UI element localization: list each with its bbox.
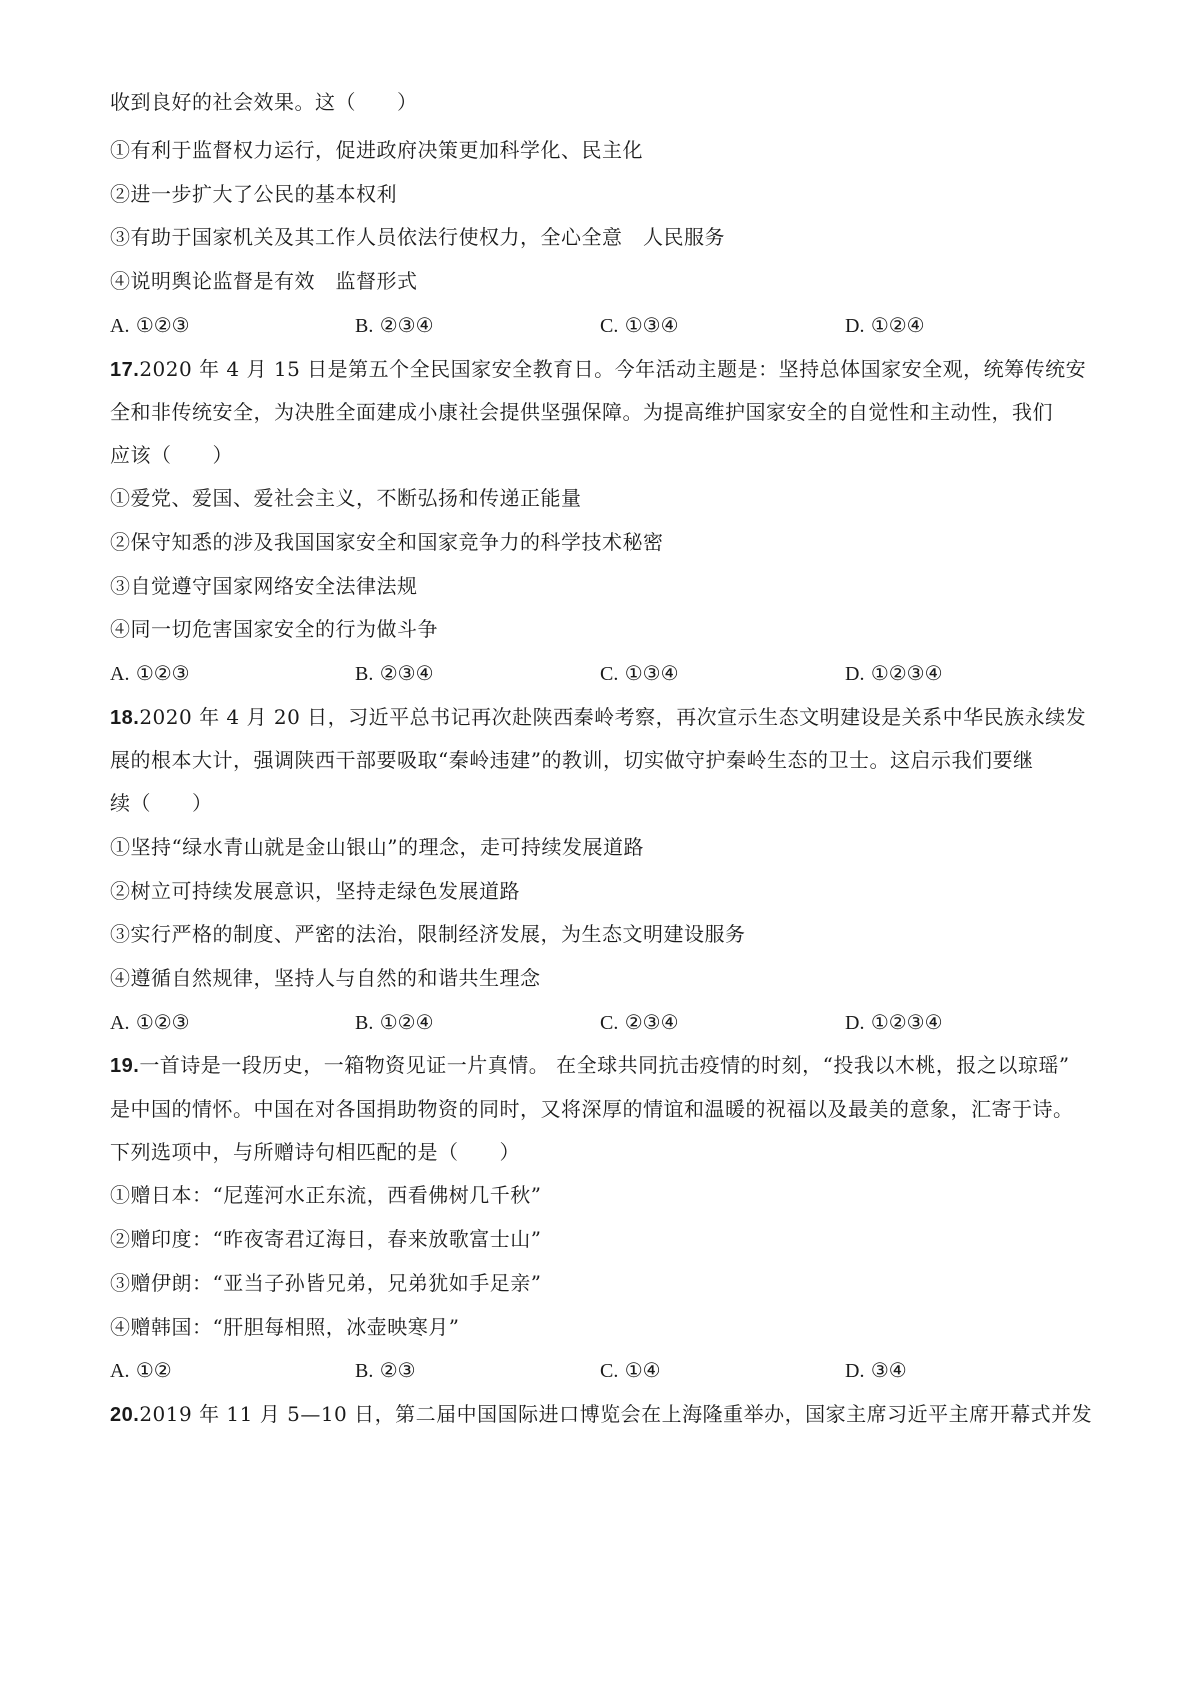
q18-option-4: ④遵循自然规律，坚持人与自然的和谐共生理念 xyxy=(110,966,541,990)
q17-choices xyxy=(110,659,1100,687)
q16-option-4: ④说明舆论监督是有效 监督形式 xyxy=(110,269,418,293)
q17-choice-d: D. ①②③④ xyxy=(845,661,943,685)
q18-choice-b: B. ①②④ xyxy=(355,1010,434,1034)
q18-stem-line-3: 续（ ） xyxy=(110,791,213,815)
q18-choice-c: C. ②③④ xyxy=(600,1010,679,1034)
q17-choice-a: A. ①②③ xyxy=(110,661,190,685)
q18-option-2: ②树立可持续发展意识，坚持走绿色发展道路 xyxy=(110,879,520,903)
q16-option-1: ①有利于监督权力运行，促进政府决策更加科学化、民主化 xyxy=(110,138,643,162)
q16-choice-c: C. ①③④ xyxy=(600,313,679,337)
q20-stem-line-1: 20.2019 年 11 月 5—10 日，第二届中国国际进口博览会在上海隆重举办，国家主席习近平主席开幕式并发 xyxy=(110,1402,1093,1426)
q19-stem-line-2: 是中国的情怀。中国在对各国捐助物资的同时，又将深厚的情谊和温暖的祝福以及最美的意象，汇寄于诗。 xyxy=(110,1097,1074,1121)
q17-option-1: ①爱党、爱国、爱社会主义，不断弘扬和传递正能量 xyxy=(110,486,582,510)
q19-stem-line-1: 19.一首诗是一段历史，一箱物资见证一片真情。 在全球共同抗击疫情的时刻，“投我以木桃，报之以琼瑶” xyxy=(110,1053,1070,1077)
q19-choice-d: D. ③④ xyxy=(845,1358,907,1382)
q16-stem: 收到良好的社会效果。这（ ） xyxy=(110,90,418,114)
q16-choice-d: D. ①②④ xyxy=(845,313,925,337)
q19-choice-c: C. ①④ xyxy=(600,1358,661,1382)
q17-option-4: ④同一切危害国家安全的行为做斗争 xyxy=(110,617,438,641)
q16-option-2: ②进一步扩大了公民的基本权利 xyxy=(110,182,397,206)
q20-number: 20. xyxy=(110,1404,140,1426)
q19-choices xyxy=(110,1356,1100,1384)
q19-option-3: ③赠伊朗：“亚当子孙皆兄弟，兄弟犹如手足亲” xyxy=(110,1271,542,1295)
q19-stem-line-3: 下列选项中，与所赠诗句相匹配的是（ ） xyxy=(110,1140,520,1164)
q18-choice-d: D. ①②③④ xyxy=(845,1010,943,1034)
q18-stem-line-1: 18.2020 年 4 月 20 日，习近平总书记再次赴陕西秦岭考察，再次宣示生态文明建设是关系中华民族永续发 xyxy=(110,705,1087,729)
q19-option-4: ④赠韩国：“肝胆每相照，冰壶映寒月” xyxy=(110,1315,460,1339)
q16-option-3: ③有助于国家机关及其工作人员依法行使权力，全心全意 人民服务 xyxy=(110,225,725,249)
q19-number: 19. xyxy=(110,1055,140,1077)
q17-stem-line-1: 17.2020 年 4 月 15 日是第五个全民国家安全教育日。今年活动主题是：坚持总体国家安全观，统筹传统安 xyxy=(110,357,1087,381)
q18-option-3: ③实行严格的制度、严密的法治，限制经济发展，为生态文明建设服务 xyxy=(110,922,746,946)
q17-option-2: ②保守知悉的涉及我国国家安全和国家竞争力的科学技术秘密 xyxy=(110,530,664,554)
q16-choice-a: A. ①②③ xyxy=(110,313,190,337)
q17-stem-line-3: 应该（ ） xyxy=(110,443,233,467)
q17-number: 17. xyxy=(110,359,140,381)
q17-choice-c: C. ①③④ xyxy=(600,661,679,685)
q17-stem-line-2: 全和非传统安全，为决胜全面建成小康社会提供坚强保障。为提高维护国家安全的自觉性和主动性，我们 xyxy=(110,400,1053,424)
q18-choice-a: A. ①②③ xyxy=(110,1010,190,1034)
q17-option-3: ③自觉遵守国家网络安全法律法规 xyxy=(110,574,418,598)
q18-choices xyxy=(110,1008,1100,1036)
q19-option-1: ①赠日本：“尼莲河水正东流，西看佛树几千秋” xyxy=(110,1183,542,1207)
q16-choices xyxy=(110,311,1100,339)
q18-stem-line-2: 展的根本大计，强调陕西干部要吸取“秦岭违建”的教训，切实做守护秦岭生态的卫士。这启示我们要继 xyxy=(110,748,1034,772)
q17-choice-b: B. ②③④ xyxy=(355,661,434,685)
q19-choice-b: B. ②③ xyxy=(355,1358,416,1382)
q18-number: 18. xyxy=(110,707,140,729)
q16-choice-b: B. ②③④ xyxy=(355,313,434,337)
q18-option-1: ①坚持“绿水青山就是金山银山”的理念，走可持续发展道路 xyxy=(110,835,644,859)
q19-option-2: ②赠印度：“昨夜寄君辽海日，春来放歌富士山” xyxy=(110,1227,542,1251)
q19-choice-a: A. ①② xyxy=(110,1358,172,1382)
